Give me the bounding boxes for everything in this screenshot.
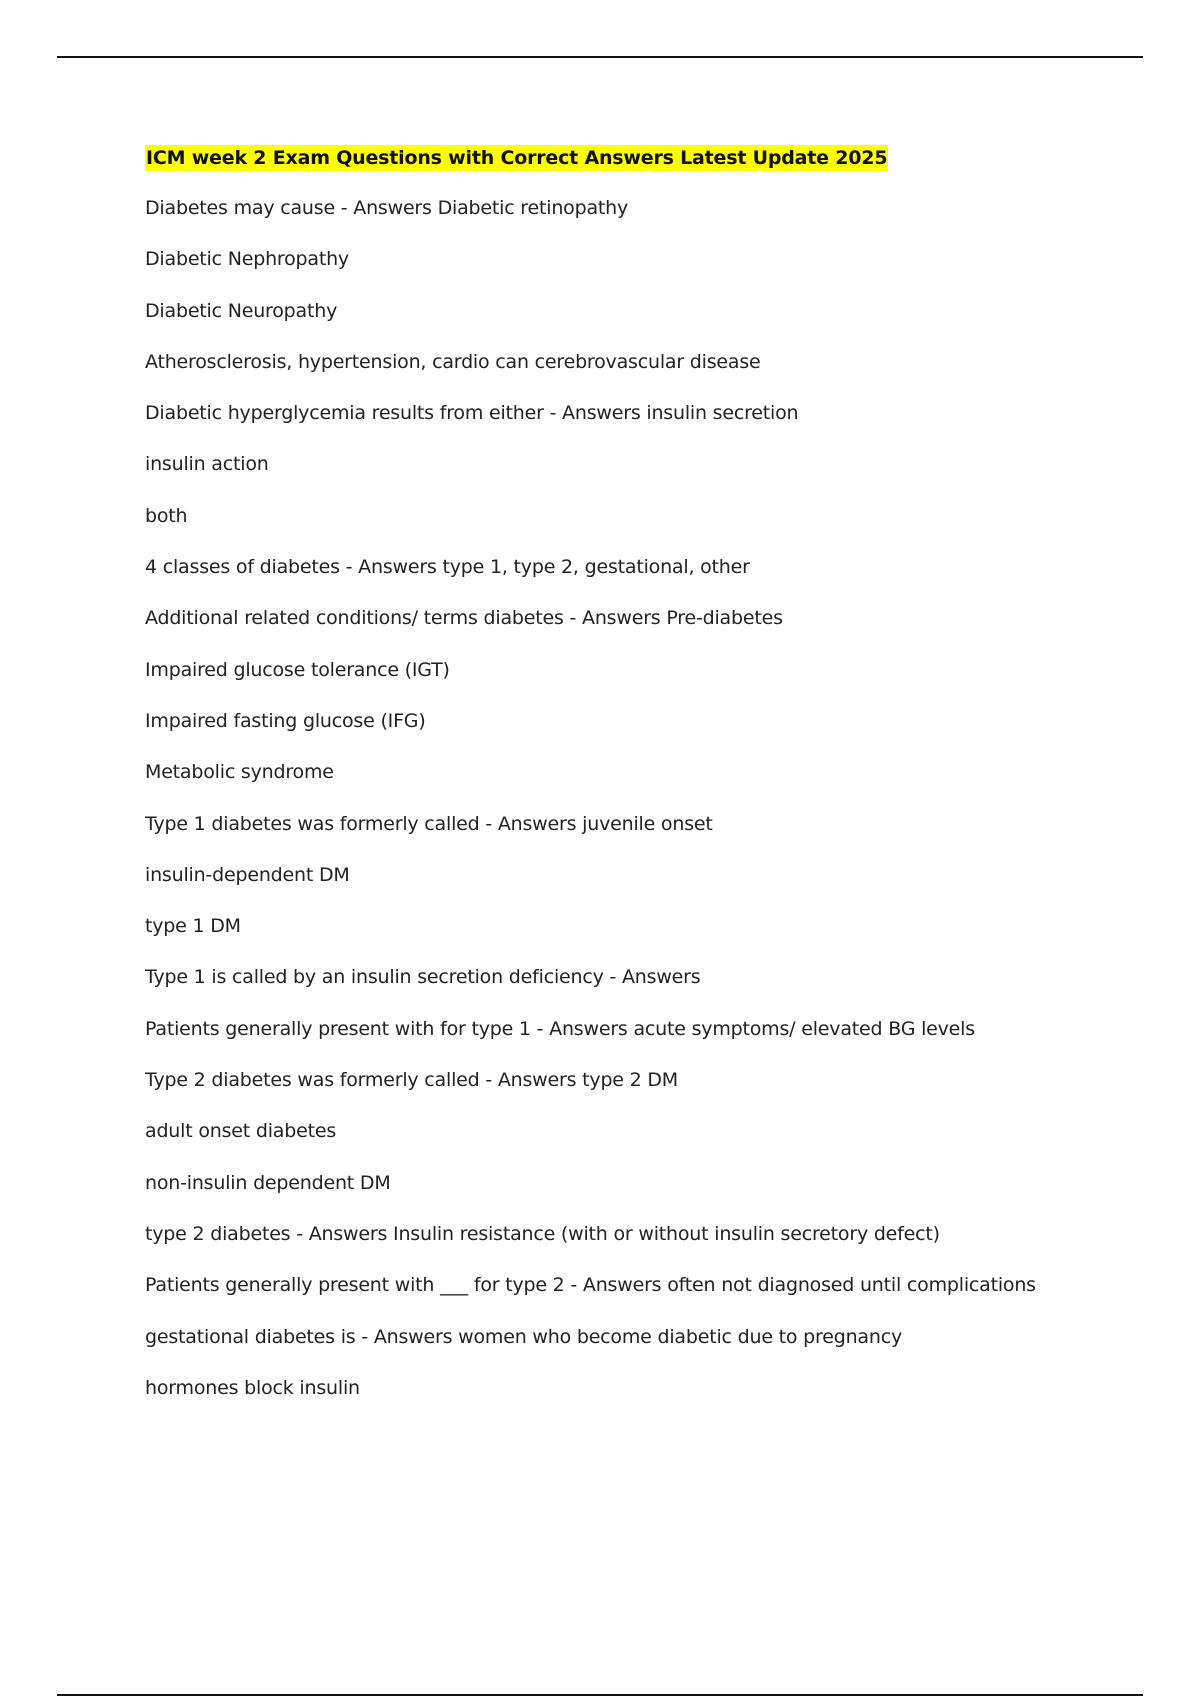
- document-line: Diabetes may cause - Answers Diabetic retinopathy: [145, 197, 629, 219]
- document-line: Metabolic syndrome: [145, 761, 334, 784]
- document-line: Type 2 diabetes was formerly called - Answers type 2 DM: [145, 1069, 678, 1092]
- document-line: Diabetic hyperglycemia results from either - Answers insulin secretion: [145, 402, 799, 425]
- document-line: type 2 diabetes - Answers Insulin resistance (with or without insulin secretory defect): [145, 1222, 940, 1245]
- document-line: type 1 DM: [145, 915, 241, 938]
- document-line: insulin action: [145, 453, 269, 476]
- document-line: Type 1 diabetes was formerly called - Answers juvenile onset: [145, 812, 713, 835]
- document-line: both: [145, 504, 188, 527]
- document-line: Patients generally present with for type 1 - Answers acute symptoms/ elevated BG levels: [145, 1017, 975, 1040]
- document-line: Type 1 is called by an insulin secretion deficiency - Answers: [145, 966, 701, 989]
- document-lines: [145, 195, 1125, 1402]
- document-line: Atherosclerosis, hypertension, cardio can cerebrovascular disease: [145, 350, 761, 373]
- document-line: 4 classes of diabetes - Answers type 1, type 2, gestational, other: [145, 556, 750, 579]
- document-line: non-insulin dependent DM: [145, 1171, 391, 1194]
- document-line: gestational diabetes is - Answers women who become diabetic due to pregnancy: [145, 1325, 902, 1348]
- header-rule: [57, 56, 1143, 58]
- footer-rule: [57, 1694, 1143, 1696]
- document-line: Diabetic Neuropathy: [145, 299, 338, 322]
- document-line: Diabetic Nephropathy: [145, 248, 349, 271]
- document-line: hormones block insulin: [145, 1376, 360, 1399]
- document-line: Impaired glucose tolerance (IGT): [145, 658, 450, 681]
- document-line: Additional related conditions/ terms diabetes - Answers Pre-diabetes: [145, 607, 783, 630]
- document-line: Impaired fasting glucose (IFG): [145, 709, 426, 732]
- document-line: adult onset diabetes: [145, 1120, 337, 1143]
- document-title: ICM week 2 Exam Questions with Correct Answers Latest Update 2025: [146, 147, 888, 169]
- document-line: insulin-dependent DM: [145, 863, 350, 886]
- document-line: Patients generally present with ___ for type 2 - Answers often not diagnosed until complications: [145, 1274, 1036, 1297]
- document-body: [145, 145, 1125, 1426]
